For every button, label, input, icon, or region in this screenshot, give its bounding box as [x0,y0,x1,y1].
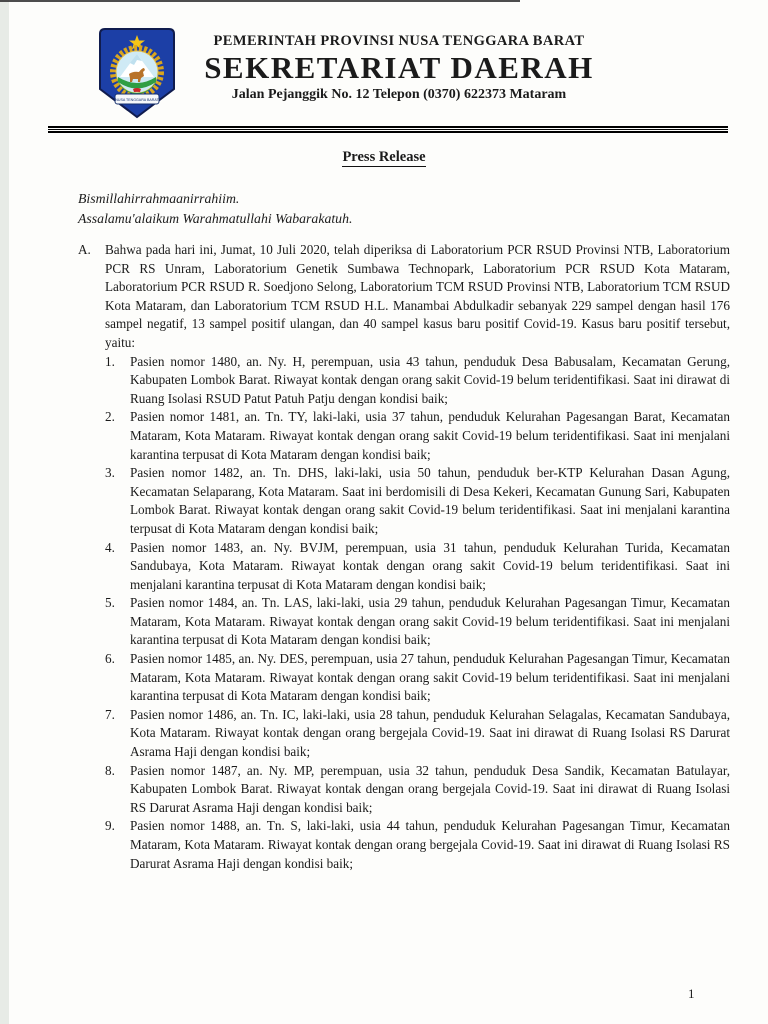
page-number: 1 [688,986,695,1001]
letterhead-divider [48,126,728,133]
case-number: 6. [105,651,115,667]
case-item-2 [105,408,730,464]
case-list [105,353,730,874]
letterhead [0,0,768,122]
case-text: Pasien nomor 1488, an. Tn. S, laki-laki, usia 44 tahun, penduduk Kelurahan Pagesangan Timur, Kecamatan Mataram, Kota Mataram. Riwayat kontak dengan orang bergejala Covid-19. Saat ini dirawat di Ruang Isolasi RS Darurat Asrama Haji dengan kondisi baik; [130,818,730,871]
case-text: Pasien nomor 1486, an. Tn. IC, laki-laki, usia 28 tahun, penduduk Kelurahan Selagalas, Kecamatan Sandubaya, Kota Mataram. Riwayat kontak dengan orang bergejala Covid-19. Saat ini dirawat di Ruang Isolasi RS Darurat Asrama Haji dengan kondisi baik; [130,706,730,760]
case-number: 2. [105,409,115,425]
case-number: 4. [105,539,115,555]
opening-line-bismillah: Bismillahirrahmaanirrahiim. [78,191,240,206]
case-item-7 [105,706,730,762]
case-number: 7. [105,706,115,722]
case-text: Pasien nomor 1484, an. Tn. LAS, laki-laki, usia 29 tahun, penduduk Kelurahan Pagesangan Timur, Kecamatan Mataram, Kota Mataram. Riwayat kontak dengan orang sakit Covid-19 belum teridentifikasi. Saat ini menjalani karantina terpusat di Kota Mataram dengan kondisi baik; [130,595,730,648]
case-text: Pasien nomor 1480, an. Ny. H, perempuan, usia 43 tahun, penduduk Desa Babusalam, Kecamatan Gerung, Kabupaten Lombok Barat. Riwayat kontak dengan orang sakit Covid-19 belum teridentifikasi. Saat ini dirawat di Ruang Isolasi RSUD Patut Patuh Patju dengan kondisi baik; [130,353,730,406]
case-number: 1. [105,353,115,369]
opening-line-salam: Assalamu'alaikum Warahmatullahi Wabarakatuh. [78,211,353,226]
case-item-5 [105,594,730,650]
case-item-9 [105,817,730,873]
case-item-8 [105,762,730,818]
case-text: Pasien nomor 1487, an. Ny. MP, perempuan, usia 32 tahun, penduduk Desa Sandik, Kecamatan Batulayar, Kabupaten Lombok Barat. Riwayat kontak dengan orang bergejala Covid-19. Saat ini dirawat di Ruang Isolasi RS Darurat Asrama Haji dengan kondisi baik; [130,762,730,815]
section-a-intro: Bahwa pada hari ini, Jumat, 10 Juli 2020, telah diperiksa di Laboratorium PCR RSUD Provinsi NTB, Laboratorium PCR RS Unram, Laboratorium Genetik Sumbawa Technopark, Laboratorium PCR RSUD Kota Mataram, Laboratorium PCR RSUD R. Soedjono Selong, Laboratorium TCM RSUD Provinsi NTB, Laboratorium TCM RSUD Kota Mataram, dan Laboratorium TCM RSUD H.L. Manambai Abdulkadir sebanyak 229 sampel dengan hasil 176 sampel negatif, 13 sampel positif ulangan, dan 40 sampel kasus baru positif Covid-19. Kasus baru positif tersebut, yaitu: [105,242,730,350]
case-text: Pasien nomor 1482, an. Tn. DHS, laki-laki, usia 50 tahun, penduduk ber-KTP Kelurahan Dasan Agung, Kecamatan Selaparang, Kota Mataram. Saat ini berdomisili di Desa Kekeri, Kecamatan Gunung Sari, Kabupaten Lombok Barat. Riwayat kontak dengan orang sakit Covid-19 belum teridentifikasi. Saat ini menjalani karantina terpusat di Kota Mataram dengan kondisi baik; [130,465,730,536]
case-number: 3. [105,465,115,481]
case-number: 9. [105,818,115,834]
scan-edge-artifact [0,0,9,1024]
document-title: Press Release [342,149,426,165]
case-item-4 [105,539,730,595]
case-number: 8. [105,762,115,778]
section-a-label: A. [78,242,91,257]
document-body [0,148,768,873]
logo-banner-text: NUSA TENGGARA BARAT [115,98,159,102]
letterhead-address-line: Jalan Pejanggik No. 12 Telepon (0370) 622373 Mataram [231,87,567,102]
case-item-3 [105,464,730,538]
letterhead-dept-line: SEKRETARIAT DAERAH [204,50,594,85]
case-text: Pasien nomor 1481, an. Tn. TY, laki-laki, usia 37 tahun, penduduk Kelurahan Pagesangan Barat, Kecamatan Mataram, Kota Mataram. Riwayat kontak dengan orang sakit Covid-19 belum teridentifikasi. Saat ini menjalani karantina terpusat di Kota Mataram dengan kondisi baik; [130,409,730,462]
case-item-6 [105,650,730,706]
letterhead-org-line: PEMERINTAH PROVINSI NUSA TENGGARA BARAT [213,33,585,49]
section-a-body [105,241,730,873]
case-number: 5. [105,595,115,611]
case-item-1 [105,353,730,409]
section-a [78,241,730,873]
case-text: Pasien nomor 1483, an. Ny. BVJM, perempuan, usia 31 tahun, penduduk Kelurahan Turida, Kecamatan Sandubaya, Kota Mataram. Riwayat kontak dengan orang sakit Covid-19 belum teridentifikasi. Saat ini menjalani karantina terpusat di Kota Mataram dengan kondisi baik; [130,539,730,592]
title-row [0,148,768,166]
case-text: Pasien nomor 1485, an. Ny. DES, perempuan, usia 27 tahun, penduduk Kelurahan Pagesangan Timur, Kecamatan Mataram, Kota Mataram. Riwayat kontak dengan orang sakit Covid-19 belum teridentifikasi. Saat ini menjalani karantina terpusat di Kota Mataram dengan kondisi baik; [130,651,730,704]
letterhead-text [100,33,698,103]
